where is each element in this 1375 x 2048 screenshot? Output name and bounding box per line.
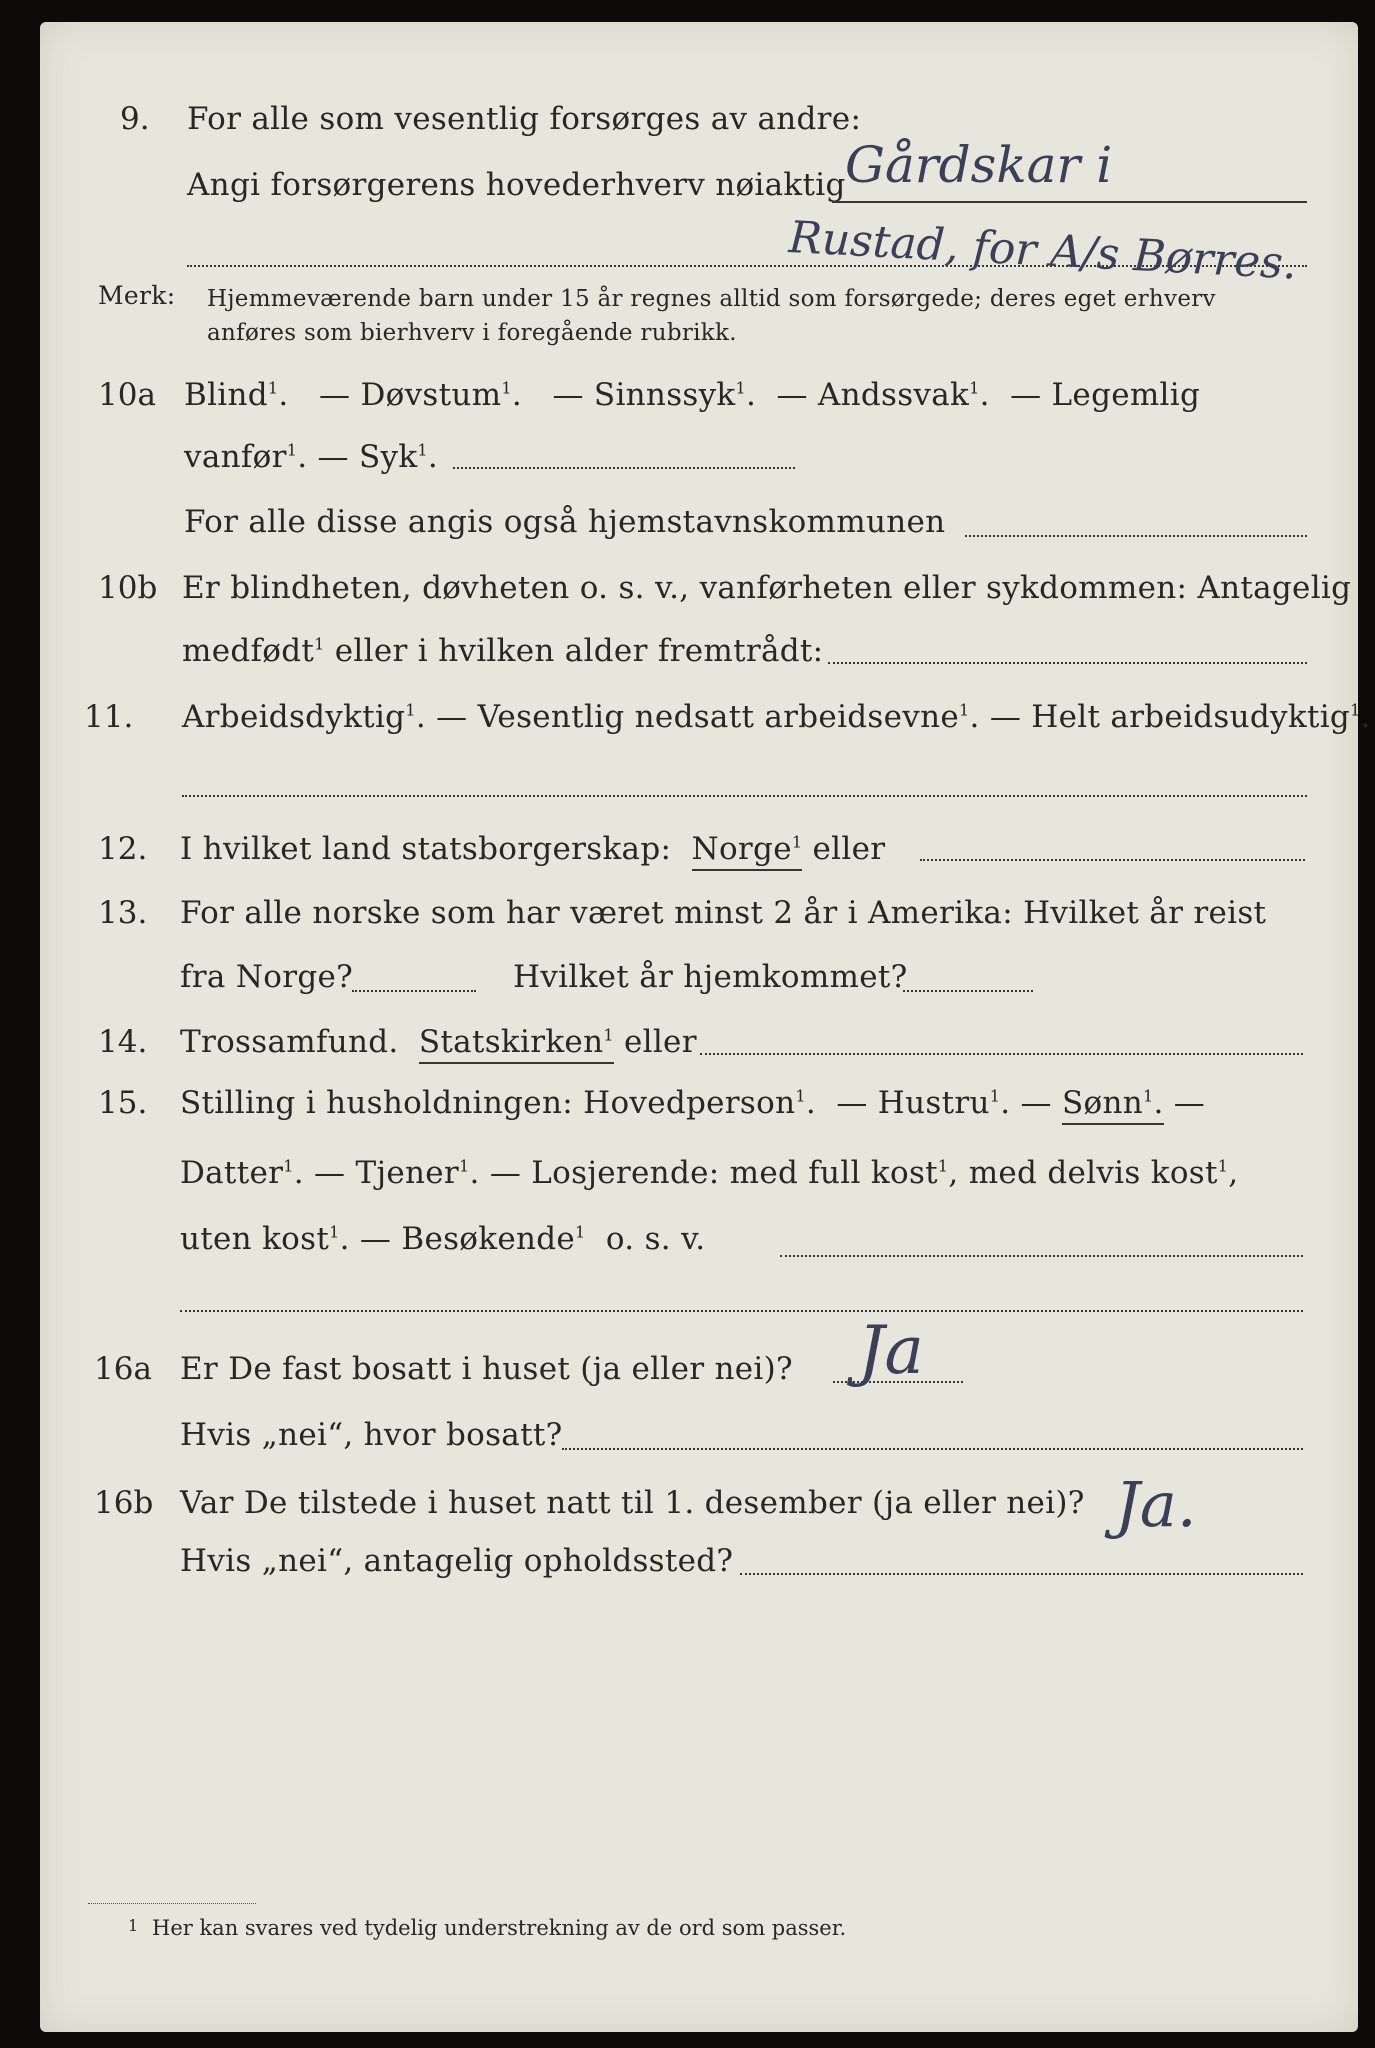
merk-label: Merk:	[98, 281, 176, 310]
q13-hjemkommet-line	[903, 990, 1033, 992]
q15-number: 15.	[98, 1085, 148, 1121]
q9-line1: For alle som vesentlig forsørges av andre:	[187, 101, 862, 137]
q16a-line2: Hvis „nei“, hvor bosatt?	[180, 1417, 563, 1453]
q14-number: 14.	[98, 1024, 148, 1060]
q10a-legemlig: — Legemlig	[1010, 377, 1201, 413]
q15-sonn-underlined: Sønn$^1$.	[1062, 1085, 1164, 1125]
q16b-line1: Var De tilstede i huset natt til 1. desember (ja eller nei)?	[180, 1485, 1085, 1521]
q10a-sinnssyk: — Sinnssyk	[552, 377, 736, 413]
q16b-number: 16b	[94, 1485, 154, 1521]
q10a-line1: Blind$^1$. — Døvstum$^1$. — Sinnssyk$^1$. — Andssvak$^1$. — Legemlig	[184, 377, 1201, 413]
q12-line: I hvilket land statsborgerskap: Norge$^1$ eller	[180, 834, 885, 865]
q13-reist-line	[352, 990, 476, 992]
footnote-mark: 1	[128, 1916, 139, 1935]
q11-line1: Arbeidsdyktig$^1$. — Vesentlig nedsatt arbeidsevne$^1$. — Helt arbeidsudyktig$^1$.	[182, 699, 1371, 735]
q9-answer-line1	[832, 201, 1307, 203]
q10a-andssvak: — Andssvak	[776, 377, 970, 413]
q11-number: 11.	[84, 699, 134, 735]
q10a-dovstum: — Døvstum	[319, 377, 502, 413]
q10b-line2: medfødt$^1$ eller i hvilken alder fremtrådt:	[182, 633, 824, 669]
q12-answer-line	[920, 859, 1305, 861]
q15-line3: uten kost$^1$. — Besøkende$^1$ o. s. v.	[180, 1221, 706, 1257]
q9-handwritten-line2: Rustad, for A/s Børres.	[787, 212, 1299, 290]
merk-line1: Hjemmeværende barn under 15 år regnes alltid som forsørgede; deres eget erhverv	[207, 286, 1216, 312]
q16b-opholdssted-line	[740, 1573, 1303, 1575]
q13-number: 13.	[98, 895, 148, 931]
q16b-handwritten-answer: Ja.	[1115, 1468, 1197, 1541]
q16a-handwritten-answer: Ja	[858, 1312, 924, 1389]
q16b-line2: Hvis „nei“, antagelig opholdssted?	[180, 1543, 734, 1579]
q9-handwritten-line1: Gårdskar i	[845, 136, 1113, 194]
q14-line: Trossamfund. Statskirken$^1$ eller	[180, 1027, 697, 1058]
q16a-number: 16a	[94, 1351, 152, 1387]
q12-norge-underlined: Norge$^1$	[692, 831, 803, 871]
q13-line2b: Hvilket år hjemkommet?	[513, 959, 908, 995]
q10a-line3: For alle disse angis også hjemstavnskommunen	[184, 504, 946, 540]
q15-answer-line2	[180, 1310, 1303, 1312]
footnote-rule	[88, 1903, 256, 1904]
q10b-answer-line	[828, 662, 1307, 664]
q15-line1: Stilling i husholdningen: Hovedperson$^1$. — Hustru$^1$. — Sønn$^1$. —	[180, 1088, 1205, 1119]
footnote-text: Her kan svares ved tydelig understrekning av de ord som passer.	[152, 1916, 847, 1940]
q13-line1: For alle norske som har været minst 2 år i Amerika: Hvilket år reist	[180, 895, 1267, 931]
q10a-kommune-line	[965, 535, 1307, 537]
q10b-number: 10b	[98, 570, 158, 606]
q10a-blind: Blind	[184, 377, 268, 413]
q10b-line1: Er blindheten, døvheten o. s. v., vanførheten eller sykdommen: Antagelig	[182, 570, 1352, 606]
q14-answer-line	[700, 1053, 1303, 1055]
q10a-number: 10a	[98, 377, 156, 413]
q15-line2: Datter$^1$. — Tjener$^1$. — Losjerende: med full kost$^1$, med delvis kost$^1$,	[180, 1155, 1239, 1191]
q9-line2: Angi forsørgerens hovederhverv nøiaktig	[187, 167, 846, 203]
q14-statskirken-underlined: Statskirken$^1$	[419, 1024, 614, 1064]
q12-number: 12.	[98, 831, 148, 867]
q11-answer-line	[182, 795, 1307, 797]
q13-line2a: fra Norge?	[180, 959, 354, 995]
q16a-line1: Er De fast bosatt i huset (ja eller nei)?	[180, 1351, 793, 1387]
merk-line2: anføres som bierhverv i foregående rubrikk.	[207, 320, 737, 346]
q10a-syk-line	[453, 467, 795, 469]
q9-number: 9.	[120, 101, 150, 137]
q16a-bosatt-line	[562, 1448, 1303, 1450]
q10a-line2: vanfør$^1$. — Syk$^1$.	[184, 439, 439, 475]
q15-answer-line1	[780, 1255, 1303, 1257]
